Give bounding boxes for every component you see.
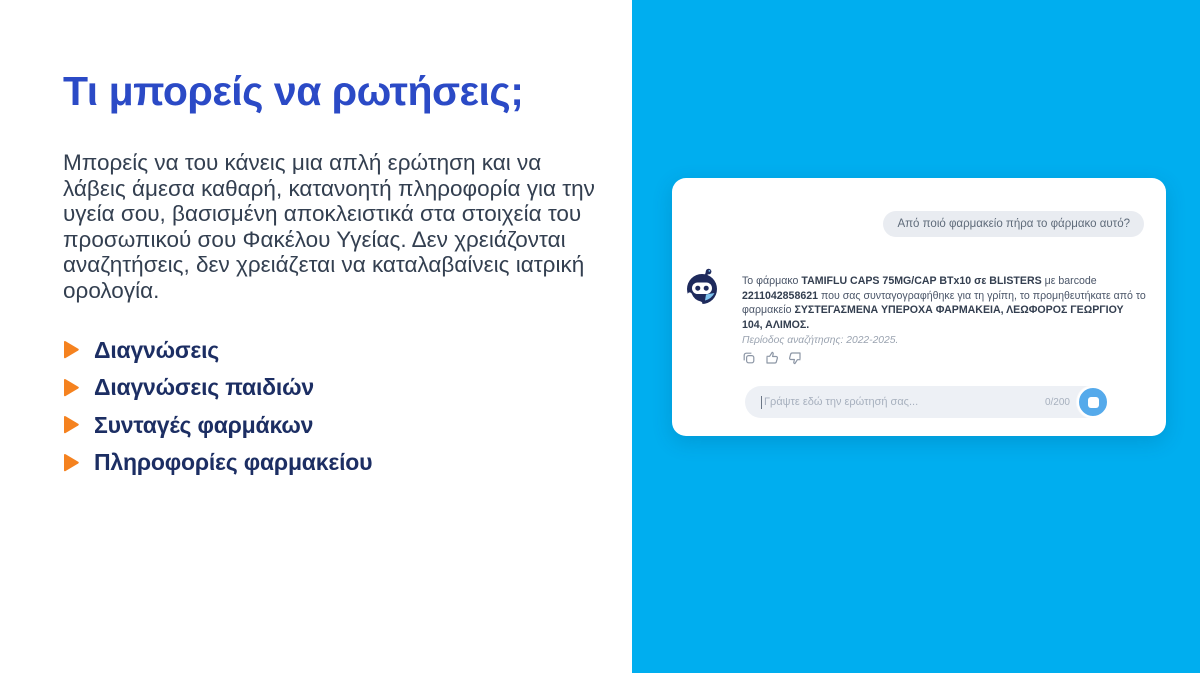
list-item-label: Διαγνώσεις bbox=[94, 336, 220, 363]
list-item bbox=[63, 373, 372, 403]
intro-paragraph: Μπορείς να του κάνεις μια απλή ερώτηση και να λάβεις άμεσα καθαρή, κατανοητή πληροφορία για την υγεία σου, βασισμένη αποκλειστικά στα στοιχεία του προσωπικού σου Φακέλου Υγείας. Δεν χρειάζονται αναζητήσεις, δεν χρειάζεται να καταλαβαίνεις ιατρική ορολογία. bbox=[63, 150, 595, 303]
bot-message-actions bbox=[742, 351, 802, 365]
pharmacy-name-bold: ΣΥΣΤΕΓΑΣΜΕΝΑ ΥΠΕΡΟΧΑ ΦΑΡΜΑΚΕΙΑ, ΛΕΩΦΟΡΟΣ ΓΕΩΡΓΙΟΥ 104, ΑΛΙΜΟΣ. bbox=[742, 304, 1124, 331]
list-item-label: Συνταγές φαρμάκων bbox=[94, 411, 314, 438]
bot-message-text bbox=[742, 274, 1146, 349]
list-item bbox=[63, 410, 372, 440]
list-item-label: Διαγνώσεις παιδιών bbox=[94, 374, 314, 400]
chat-input[interactable] bbox=[762, 386, 1045, 418]
list-item-label: Πληροφορίες φαρμακείου bbox=[94, 449, 373, 475]
stop-button[interactable] bbox=[1077, 386, 1109, 418]
chat-widget-card bbox=[672, 178, 1166, 436]
chat-input-bar bbox=[745, 386, 1107, 418]
page-title: Τι μπορείς να ρωτήσεις; bbox=[63, 68, 524, 114]
right-accent-panel bbox=[632, 0, 1200, 673]
user-message-bubble: Από ποιό φαρμακείο πήρα το φάρμακο αυτό? bbox=[883, 211, 1144, 237]
character-counter: 0/200 bbox=[1044, 396, 1070, 408]
drug-name-bold: TAMIFLU CAPS 75MG/CAP BTx10 σε BLISTERS bbox=[801, 275, 1042, 287]
chatbot-avatar-icon bbox=[684, 268, 720, 306]
bot-text-prefix: Το φάρμακο bbox=[742, 275, 802, 287]
list-item bbox=[63, 448, 372, 478]
list-item bbox=[63, 335, 372, 365]
barcode-bold: 2211042858621 bbox=[742, 289, 819, 302]
arrow-right-icon bbox=[63, 378, 80, 398]
arrow-right-icon bbox=[63, 453, 80, 473]
bot-text-mid: με barcode bbox=[1041, 275, 1097, 287]
bot-text-line2: που σας συνταγογραφήθηκε για τη γρίπη, το προμηθευτήκατε από το φαρμακείο bbox=[742, 289, 1146, 316]
arrow-right-icon bbox=[63, 340, 80, 360]
copy-icon[interactable] bbox=[742, 351, 756, 365]
arrow-right-icon bbox=[63, 415, 80, 435]
search-period-note: Περίοδος αναζήτησης: 2022-2025. bbox=[742, 335, 899, 346]
stop-square-icon bbox=[1088, 397, 1099, 408]
thumbs-up-icon[interactable] bbox=[765, 351, 779, 365]
thumbs-down-icon[interactable] bbox=[788, 351, 802, 365]
topics-list bbox=[63, 335, 372, 485]
